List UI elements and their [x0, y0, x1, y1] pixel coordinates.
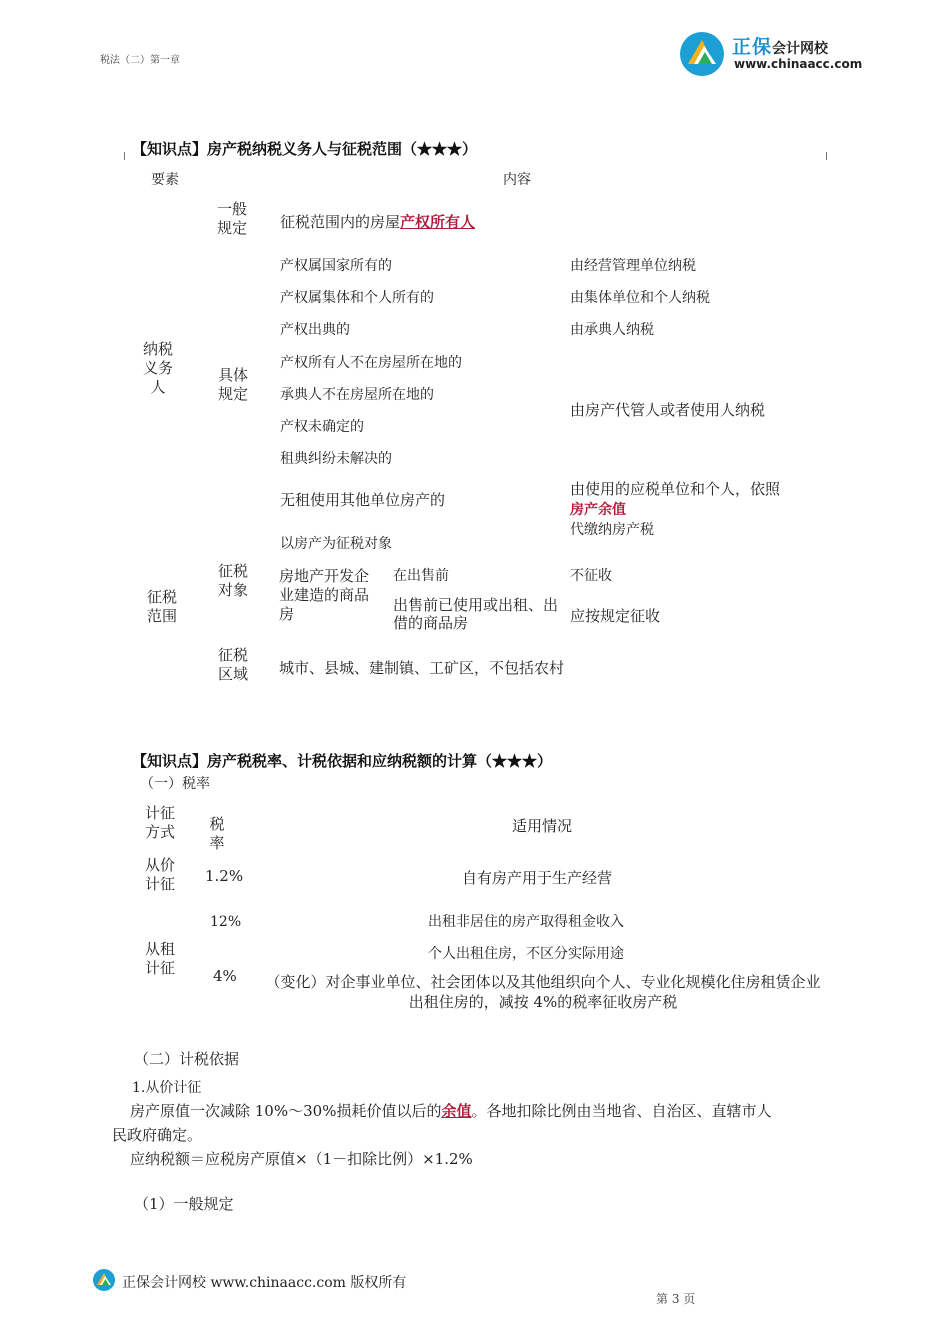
col-header-content: 内容 [503, 172, 531, 188]
rate-method-1: 从价计征 [144, 856, 175, 893]
col-header-method: 计征方式 [144, 804, 175, 841]
specific-case-4: 产权所有人不在房屋所在地的 [280, 355, 462, 371]
logo-mark-icon [678, 30, 726, 78]
formula: 应纳税额＝应税房产原值×（1－扣除比例）×1.2% [130, 1150, 473, 1168]
general-text: 征税范围内的房屋产权所有人 [280, 213, 476, 231]
specific-case-7: 租典纠纷未解决的 [280, 451, 392, 467]
brand-url: www.chinaacc.com [734, 57, 863, 71]
page-number: 第 3 页 [656, 1292, 696, 1306]
rate-case-1: 自有房产用于生产经营 [462, 869, 613, 887]
general-label: 一般规定 [216, 200, 247, 237]
used-before-sale-result: 应按规定征收 [570, 607, 661, 625]
rate-case-3: 个人出租住房，不区分实际用途 [428, 946, 624, 962]
section1-title: 【知识点】房产税纳税义务人与征税范围（★★★） [132, 140, 478, 158]
table-border-left [124, 152, 125, 160]
brand-logo[interactable] [678, 30, 868, 78]
para1-line2: 民政府确定。 [112, 1126, 203, 1144]
specific-payer-2: 由集体单位和个人纳税 [570, 290, 710, 306]
area-text: 城市、县城、建制镇、工矿区，不包括农村 [279, 659, 565, 677]
section3-subtitle: （二）计税依据 [134, 1050, 240, 1068]
footer [92, 1268, 492, 1298]
developer-label: 房地产开发企业建造的商品房 [279, 567, 370, 623]
para1-line1: 房产原值一次减除 10%～30%损耗价值以后的余值。各地扣除比例由当地省、自治区、直辖市人 [130, 1102, 772, 1120]
specific-case-2: 产权属集体和个人所有的 [280, 290, 434, 306]
object-label: 征税对象 [217, 562, 248, 599]
scope-label: 征税范围 [146, 588, 177, 625]
rate-value-3: 4% [213, 967, 237, 985]
specific-case-3: 产权出典的 [280, 322, 350, 338]
col-header-rate: 税率 [209, 815, 225, 852]
col-header-element: 要素 [151, 172, 179, 188]
rate-method-2: 从租计征 [144, 940, 175, 977]
merged-payer: 由房产代管人或者使用人纳税 [570, 401, 766, 419]
rate-value-2: 12% [210, 914, 242, 930]
col-header-case: 适用情况 [512, 817, 573, 835]
section2-subtitle: （一）税率 [140, 776, 210, 792]
brand-name: 正保会计网校 [732, 36, 829, 58]
before-sale: 在出售前 [393, 568, 449, 584]
object-text: 以房产为征税对象 [280, 536, 392, 552]
section2-title: 【知识点】房产税税率、计税依据和应纳税额的计算（★★★） [132, 752, 553, 770]
specific-case-5: 承典人不在房屋所在地的 [280, 387, 434, 403]
header-chapter-text: 税法（二）第一章 [100, 55, 180, 66]
footer-logo-icon [92, 1268, 116, 1292]
area-label: 征税区域 [217, 646, 248, 683]
specific-case-6: 产权未确定的 [280, 419, 364, 435]
rate-value-1: 1.2% [205, 867, 244, 885]
section3-sub1: 1.从价计征 [132, 1080, 202, 1096]
before-sale-result: 不征收 [570, 568, 612, 584]
general-rule-heading: （1）一般规定 [134, 1195, 234, 1213]
table-border-right [826, 152, 827, 160]
specific-payer-1: 由经营管理单位纳税 [570, 258, 696, 274]
taxpayer-label: 纳税义务人 [142, 340, 173, 396]
used-before-sale: 出售前已使用或出租、出借的商品房 [393, 596, 559, 632]
rate-case-2: 出租非居住的房产取得租金收入 [428, 914, 624, 930]
specific-payer-3: 由承典人纳税 [570, 322, 654, 338]
free-use-case: 无租使用其他单位房产的 [280, 491, 446, 509]
specific-label: 具体规定 [217, 366, 248, 403]
free-use-payer-line1: 由使用的应税单位和个人，依照 [570, 480, 781, 498]
footer-copyright: 正保会计网校 www.chinaacc.com 版权所有 [122, 1275, 407, 1291]
free-use-payer-line2: 房产余值 代缴纳房产税 [570, 502, 654, 538]
rate-case-4: （变化）对企事业单位、社会团体以及其他组织向个人、专业化规模化住房租赁企业出租住房的，减按 4%的税率征收房产税 [265, 973, 821, 1011]
specific-case-1: 产权属国家所有的 [280, 258, 392, 274]
